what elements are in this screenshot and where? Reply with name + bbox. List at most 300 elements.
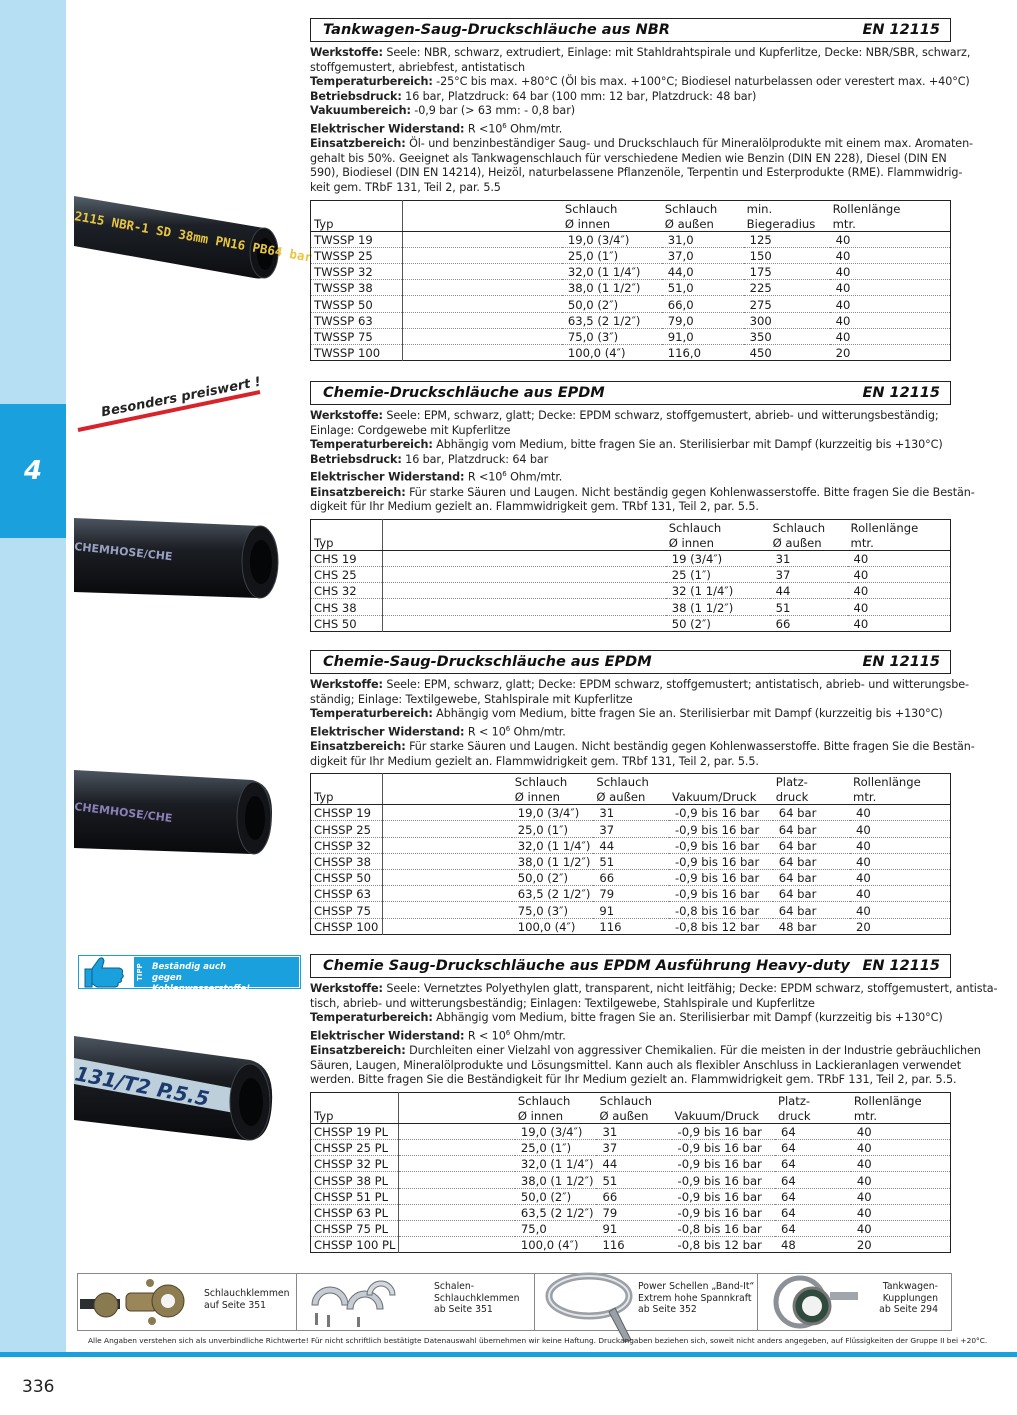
description-text: digkeit für Ihr Medium gezielt an. Flammwidrigkeit gem. TRbf 131, Teil 2, par. 5.5. bbox=[310, 500, 759, 514]
table-cell: 50 (2″) bbox=[671, 616, 711, 631]
column-header: Ø innen bbox=[666, 535, 770, 551]
spec-table bbox=[310, 1092, 951, 1254]
table-cell: 31 bbox=[770, 550, 848, 566]
description-text: -25°C bis max. +80°C (Öl bis max. +100°C; Biodiesel naturbelassen oder verestert max. +40°C) bbox=[432, 75, 970, 89]
table-cell: 40 bbox=[830, 264, 951, 280]
table-cell: 125 bbox=[744, 231, 830, 247]
table-cell: 100,0 (4″) bbox=[520, 1238, 579, 1253]
table-cell: 40 bbox=[830, 328, 951, 344]
hose-image-heavy-duty bbox=[74, 1022, 280, 1146]
ref-text bbox=[638, 1281, 754, 1316]
table-cell: TWSSP 19 bbox=[311, 231, 403, 247]
table-cell: 63,5 (2 1/2″) bbox=[515, 1204, 597, 1220]
description-line bbox=[310, 500, 951, 515]
table-cell: CHSSP 25 PL bbox=[311, 1140, 399, 1156]
table-cell bbox=[399, 1140, 515, 1156]
table-cell: CHSSP 19 PL bbox=[311, 1123, 399, 1139]
column-header: Schlauch bbox=[668, 520, 722, 535]
table-cell: -0,9 bis 16 bar bbox=[669, 853, 773, 869]
table-cell: -0,9 bis 16 bar bbox=[672, 1123, 775, 1139]
description-line bbox=[310, 707, 951, 722]
column-header: Ø innen bbox=[515, 1108, 597, 1124]
table-cell bbox=[382, 853, 511, 869]
table-cell: -0,9 bis 16 bar bbox=[669, 837, 773, 853]
table-cell: 40 bbox=[850, 837, 950, 853]
description-line bbox=[310, 678, 969, 693]
table-cell: 48 bar bbox=[778, 919, 817, 934]
description-text: werden. Bitte fragen Sie die Beständigkeit für Ihr Medium gezielt an. Flammwidrigkeit gem. TRbF 131, Teil 2, par. 5.5. bbox=[310, 1073, 957, 1087]
table-cell bbox=[382, 567, 665, 583]
table-cell: 79 bbox=[596, 1204, 671, 1220]
description-text: 6 bbox=[505, 724, 511, 733]
table-row bbox=[311, 328, 951, 344]
table-cell: 40 bbox=[848, 599, 951, 615]
table-cell bbox=[382, 870, 511, 886]
section-chemie-druck-epdm bbox=[310, 381, 975, 632]
table-cell bbox=[382, 550, 665, 566]
ref-line: auf Seite 351 bbox=[204, 1299, 267, 1311]
description-label: Elektrischer Widerstand: bbox=[310, 471, 465, 485]
description-label: Temperaturbereich: bbox=[310, 1011, 433, 1025]
description-line bbox=[310, 409, 951, 424]
table-cell: -0,9 bis 16 bar bbox=[672, 1172, 775, 1188]
description-text: Säuren, Laugen, Mineralölprodukte und Lösungsmittel. Kann auch als flexibler Anschluss in Lackieranlagen verwendet bbox=[310, 1058, 962, 1072]
tipp-banner bbox=[134, 957, 299, 994]
description-line bbox=[310, 152, 951, 167]
description-label: Werkstoffe: bbox=[310, 409, 383, 422]
description-label: Vakuumbereich: bbox=[310, 104, 411, 118]
table-cell bbox=[402, 280, 561, 296]
description-text: Seele: EPM, schwarz, glatt; Decke: EPDM schwarz, stoffgemustert; antistatisch, abrieb- und witterungsbe- bbox=[382, 678, 969, 691]
table-cell: TWSSP 38 bbox=[311, 280, 403, 296]
table-cell: 91 bbox=[593, 902, 669, 918]
description-text: keit gem. TRbF 131, Teil 2, par. 5.5 bbox=[310, 181, 501, 195]
table-cell: 66 bbox=[593, 870, 669, 886]
column-header: mtr. bbox=[850, 789, 950, 805]
description-label: Temperaturbereich: bbox=[310, 75, 433, 89]
table-cell: CHSSP 63 PL bbox=[311, 1204, 399, 1220]
column-header bbox=[402, 200, 561, 216]
table-cell: CHSSP 100 bbox=[311, 918, 383, 934]
description-line bbox=[310, 485, 975, 501]
tipp-text: Beständig auch gegen Kohlenwasserstoffe! bbox=[152, 962, 251, 994]
description-line bbox=[310, 693, 951, 708]
chapter-sidebar bbox=[0, 0, 66, 1352]
table-cell: 48 bbox=[780, 1238, 796, 1253]
table-cell bbox=[402, 328, 561, 344]
table-cell: 40 bbox=[851, 1204, 951, 1220]
table-cell: 40 bbox=[851, 1123, 951, 1139]
table-row bbox=[311, 1221, 951, 1237]
section-norm: EN 12115 bbox=[862, 385, 940, 401]
band-clamp-icon bbox=[535, 1262, 639, 1342]
section-title-text: Chemie Saug-Druckschläuche aus EPDM Ausführung Heavy-duty bbox=[323, 958, 850, 974]
table-cell: -0,9 bis 16 bar bbox=[669, 805, 773, 821]
table-cell: -0,9 bis 16 bar bbox=[669, 886, 773, 902]
description-text: digkeit für Ihr Medium gezielt an. Flammwidrigkeit gem. TRbf 131, Teil 2, par. 5.5. bbox=[310, 754, 759, 768]
description-text: R <10 bbox=[464, 471, 503, 485]
table-cell: 64 bbox=[775, 1172, 851, 1188]
tipp-box bbox=[78, 955, 301, 994]
table-row bbox=[311, 821, 951, 837]
section-tankwagen-nbr bbox=[310, 18, 973, 361]
table-cell: -0,9 bis 16 bar bbox=[672, 1188, 775, 1204]
table-cell: 50,0 (2″) bbox=[512, 870, 594, 886]
table-cell: 40 bbox=[851, 1140, 951, 1156]
table-cell: CHSSP 38 bbox=[311, 853, 383, 869]
ref-line: Schlauchklemmen bbox=[204, 1288, 290, 1299]
section-title-text: Tankwagen-Saug-Druckschläuche aus NBR bbox=[323, 22, 670, 38]
table-cell: 51 bbox=[593, 853, 669, 869]
table-cell: 75,0 bbox=[515, 1221, 597, 1237]
description-label: Einsatzbereich: bbox=[310, 740, 406, 754]
column-header: Ø außen bbox=[593, 789, 669, 805]
hose-print-4: 131/T2 P.5.5 bbox=[73, 1061, 212, 1111]
section-chemie-saug-druck-epdm bbox=[310, 650, 975, 935]
table-cell: TWSSP 100 bbox=[311, 344, 403, 360]
table-cell: 38,0 (1 1/2″) bbox=[562, 280, 662, 296]
column-header bbox=[402, 216, 561, 232]
table-row bbox=[311, 567, 951, 583]
section-title bbox=[310, 650, 951, 674]
section-title bbox=[310, 18, 951, 42]
table-cell bbox=[402, 344, 561, 360]
column-header bbox=[399, 1108, 515, 1124]
column-header: Platz- bbox=[775, 775, 808, 790]
table-cell: 32 (1 1/4″) bbox=[666, 583, 770, 599]
table-row bbox=[311, 247, 951, 263]
column-header: min. bbox=[746, 201, 773, 216]
description-text: R < 10 bbox=[464, 1029, 506, 1043]
column-header: Typ bbox=[311, 1108, 399, 1124]
table-cell bbox=[382, 805, 511, 821]
table-cell: CHSSP 32 bbox=[311, 837, 383, 853]
description-label: Werkstoffe: bbox=[310, 678, 383, 691]
description-text: 6 bbox=[502, 121, 507, 130]
table-cell: 175 bbox=[744, 264, 830, 280]
description-text: 16 bar, Platzdruck: 64 bar bbox=[401, 452, 549, 466]
table-cell: 19 (3/4″) bbox=[666, 550, 770, 566]
ref-text bbox=[434, 1281, 520, 1316]
description-text: 6 bbox=[502, 470, 507, 479]
table-cell bbox=[382, 918, 511, 934]
table-cell: 20 bbox=[835, 346, 851, 361]
ref-tankwagen-kupplungen[interactable] bbox=[758, 1274, 952, 1330]
column-header bbox=[382, 774, 511, 790]
table-cell: 275 bbox=[744, 296, 830, 312]
table-cell bbox=[382, 599, 665, 615]
column-header: Ø innen bbox=[512, 789, 594, 805]
column-header: mtr. bbox=[851, 1108, 951, 1124]
table-cell: 64 bar bbox=[773, 821, 850, 837]
table-cell: CHSSP 25 bbox=[311, 821, 383, 837]
table-cell: 32,0 (1 1/4″) bbox=[512, 837, 594, 853]
column-header bbox=[669, 774, 773, 790]
table-cell: CHS 50 bbox=[311, 615, 383, 631]
ref-text bbox=[204, 1288, 290, 1311]
table-cell: 40 bbox=[851, 1156, 951, 1172]
table-row bbox=[311, 1123, 951, 1139]
section-title-text: Chemie-Saug-Druckschläuche aus EPDM bbox=[323, 654, 652, 670]
table-cell: 25 (1″) bbox=[666, 567, 770, 583]
ref-schlauchklemmen[interactable] bbox=[78, 1274, 296, 1330]
table-cell: -0,9 bis 16 bar bbox=[672, 1140, 775, 1156]
table-cell: 40 bbox=[848, 583, 951, 599]
table-row bbox=[311, 344, 951, 360]
description-label: Werkstoffe: bbox=[310, 982, 383, 995]
description-text: Abhängig vom Medium, bitte fragen Sie an. Sterilisierbar mit Dampf (kurzzeitig bis +130°C) bbox=[432, 707, 943, 721]
table-cell: -0,8 bis 12 bar bbox=[677, 1238, 762, 1253]
spec-table bbox=[310, 519, 951, 632]
description-label: Elektrischer Widerstand: bbox=[310, 122, 465, 136]
table-cell: 37 bbox=[596, 1140, 671, 1156]
table-cell bbox=[382, 583, 665, 599]
table-row bbox=[311, 296, 951, 312]
table-row bbox=[311, 902, 951, 918]
description-text: Einlage: Cordgewebe mit Kupferlitze bbox=[310, 423, 511, 437]
table-cell: 44 bbox=[770, 583, 848, 599]
table-header-row bbox=[311, 789, 951, 805]
description-line bbox=[310, 166, 963, 181]
table-cell: TWSSP 50 bbox=[311, 296, 403, 312]
ref-line: Schlauchklemmen bbox=[434, 1292, 520, 1304]
table-cell: 100,0 (4″) bbox=[567, 346, 626, 361]
table-cell: -0,8 bis 12 bar bbox=[674, 919, 760, 934]
table-cell: 44 bbox=[593, 837, 669, 853]
table-cell: CHSSP 38 PL bbox=[311, 1172, 399, 1188]
table-cell: 25,0 (1″) bbox=[512, 821, 594, 837]
table-cell: CHS 25 bbox=[311, 567, 383, 583]
hose-print-2: CHEMHOSE/CHE bbox=[73, 540, 174, 564]
chapter-tab[interactable] bbox=[0, 404, 66, 538]
table-row bbox=[311, 1204, 951, 1220]
ref-line: Schalen- bbox=[434, 1281, 475, 1292]
table-row bbox=[311, 550, 951, 566]
description-text: Seele: NBR, schwarz, extrudiert, Einlage: mit Stahldrahtspirale und Kupferlitze, Decke: NBR/SBR, schwarz, bbox=[382, 46, 971, 59]
description-line bbox=[310, 755, 951, 770]
hose-print-3: CHEMHOSE/CHE bbox=[73, 800, 174, 825]
table-header-row bbox=[311, 535, 951, 551]
description-text: Für starke Säuren und Laugen. Nicht beständig gegen Kohlenwasserstoffe. Bitte fragen Sie die Bestän- bbox=[405, 740, 975, 754]
table-cell: 31 bbox=[596, 1123, 671, 1139]
tipp-label: TIPP bbox=[136, 963, 144, 981]
column-header bbox=[399, 1092, 515, 1108]
page-number: 336 bbox=[22, 1377, 55, 1397]
description-label: Betriebsdruck: bbox=[310, 89, 402, 103]
table-cell: 19,0 (3/4″) bbox=[562, 231, 662, 247]
cross-references bbox=[77, 1273, 952, 1331]
section-description bbox=[310, 42, 973, 200]
table-cell: 64 bar bbox=[773, 837, 850, 853]
description-label: Elektrischer Widerstand: bbox=[310, 725, 465, 739]
table-cell bbox=[399, 1237, 515, 1253]
table-cell: 63,5 (2 1/2″) bbox=[562, 312, 662, 328]
table-cell: 350 bbox=[744, 328, 830, 344]
column-header: Typ bbox=[311, 535, 383, 551]
column-header: Schlauch bbox=[772, 520, 826, 535]
hose-image-chssp bbox=[74, 756, 280, 864]
table-cell: CHS 32 bbox=[311, 583, 383, 599]
table-header-row bbox=[311, 1108, 951, 1124]
coupling-icon bbox=[760, 1274, 864, 1330]
description-line bbox=[310, 982, 998, 997]
table-cell: TWSSP 32 bbox=[311, 264, 403, 280]
description-text: Ohm/mtr. bbox=[510, 725, 566, 739]
table-cell: 75,0 (3″) bbox=[562, 328, 662, 344]
bottom-rule bbox=[0, 1352, 1017, 1357]
table-cell bbox=[399, 1172, 515, 1188]
table-cell: 64 bar bbox=[773, 853, 850, 869]
table-cell: CHS 38 bbox=[311, 599, 383, 615]
description-line bbox=[310, 740, 975, 755]
table-cell bbox=[382, 615, 665, 631]
table-cell bbox=[402, 296, 561, 312]
description-text: Seele: EPM, schwarz, glatt; Decke: EPDM schwarz, stoffgemustert, abrieb- und witterungsbeständig; bbox=[382, 409, 939, 422]
table-cell: 91,0 bbox=[662, 328, 744, 344]
table-cell: 40 bbox=[850, 870, 950, 886]
table-cell: 64 bar bbox=[773, 886, 850, 902]
table-row bbox=[311, 853, 951, 869]
column-header: Vakuum/Druck bbox=[669, 789, 773, 805]
table-row bbox=[311, 1140, 951, 1156]
column-header: druck bbox=[773, 789, 850, 805]
column-header: Schlauch bbox=[514, 775, 568, 790]
description-line bbox=[310, 722, 951, 740]
description-text: Öl- und benzinbeständiger Saug- und Druckschlauch für Mineralölprodukte mit einem max. Aromaten- bbox=[405, 137, 973, 151]
table-cell: 20 bbox=[856, 919, 871, 934]
column-header: Schlauch bbox=[564, 201, 618, 216]
table-cell: CHSSP 19 bbox=[311, 805, 383, 821]
shell-clamp-icon bbox=[307, 1275, 427, 1329]
ref-power-schellen[interactable] bbox=[535, 1274, 757, 1330]
description-text: stoffgemustert, abriebfest, antistatisch bbox=[310, 60, 525, 74]
description-text: R < 10 bbox=[464, 725, 506, 739]
table-cell: 75,0 (3″) bbox=[512, 902, 594, 918]
table-cell: CHSSP 63 bbox=[311, 886, 383, 902]
description-label: Betriebsdruck: bbox=[310, 452, 402, 466]
table-cell: CHSSP 50 bbox=[311, 870, 383, 886]
table-cell: 300 bbox=[744, 312, 830, 328]
disclaimer: Alle Angaben verstehen sich als unverbindliche Richtwerte! Für nicht schriftlich bestätigte Datenauswahl übernehmen wir keine Haftung. Druckangaben beziehen sich, soweit nicht anders angegeben, auf Flüssigkeiten der Gruppe II bei +20°C. bbox=[88, 1336, 988, 1345]
table-cell: CHSSP 32 PL bbox=[311, 1156, 399, 1172]
table-cell: 66,0 bbox=[662, 296, 744, 312]
table-row bbox=[311, 918, 951, 934]
column-header: Biegeradius bbox=[744, 216, 830, 232]
column-header: Schlauch bbox=[596, 775, 649, 790]
column-header: Vakuum/Druck bbox=[672, 1108, 775, 1124]
column-header: Typ bbox=[311, 789, 383, 805]
table-row bbox=[311, 312, 951, 328]
table-cell: 40 bbox=[830, 231, 951, 247]
description-line bbox=[310, 1011, 951, 1026]
description-label: Temperaturbereich: bbox=[310, 438, 433, 452]
column-header: Platz- bbox=[777, 1093, 811, 1108]
table-cell: 66 bbox=[596, 1188, 671, 1204]
section-norm: EN 12115 bbox=[862, 958, 940, 974]
table-cell: 38,0 (1 1/2″) bbox=[515, 1172, 597, 1188]
description-text: tisch, abrieb- und witterungsbeständig; Einlagen: Textilgewebe, Stahlspirale und Kupferlitze bbox=[310, 996, 815, 1010]
table-cell: 64 bar bbox=[773, 805, 850, 821]
description-line bbox=[310, 61, 951, 76]
ref-schalen-schlauchklemmen[interactable] bbox=[297, 1274, 534, 1330]
table-header-row bbox=[311, 1092, 951, 1108]
table-cell bbox=[382, 821, 511, 837]
ref-line: ab Seite 351 bbox=[434, 1304, 493, 1315]
section-description bbox=[310, 405, 975, 519]
table-cell: 64 bbox=[775, 1123, 851, 1139]
section-heavy-duty bbox=[310, 954, 998, 1253]
table-cell: CHSSP 100 PL bbox=[311, 1237, 399, 1253]
table-row bbox=[311, 886, 951, 902]
description-label: Einsatzbereich: bbox=[310, 1044, 406, 1058]
table-cell: 25,0 (1″) bbox=[562, 247, 662, 263]
description-line bbox=[310, 1044, 981, 1059]
column-header bbox=[382, 535, 665, 551]
table-cell: 37 bbox=[770, 567, 848, 583]
description-line bbox=[310, 75, 970, 90]
section-title bbox=[310, 954, 951, 978]
description-text: ständig; Einlage: Textilgewebe, Stahlspirale mit Kupferlitze bbox=[310, 692, 633, 706]
table-cell bbox=[382, 902, 511, 918]
table-cell bbox=[399, 1221, 515, 1237]
description-text: Durchleiten einer Vielzahl von aggressiver Chemikalien. Für die meisten in der Industrie gebräuchlichen bbox=[405, 1044, 981, 1058]
table-cell bbox=[399, 1188, 515, 1204]
table-cell: 40 bbox=[850, 805, 950, 821]
table-cell: CHSSP 75 PL bbox=[311, 1221, 399, 1237]
table-cell: 50,0 (2″) bbox=[562, 296, 662, 312]
ref-line: Power Schellen „Band-It“ bbox=[638, 1281, 755, 1292]
description-text: Abhängig vom Medium, bitte fragen Sie an. Sterilisierbar mit Dampf (kurzzeitig bis +130°C) bbox=[432, 1011, 943, 1025]
description-text: 16 bar, Platzdruck: 64 bar (100 mm: 12 bar, Platzdruck: 48 bar) bbox=[401, 89, 757, 103]
table-cell: 25,0 (1″) bbox=[515, 1140, 597, 1156]
column-header bbox=[672, 1092, 775, 1108]
thumbs-up-icon bbox=[81, 956, 133, 988]
description-text: 590), Biodiesel (DIN EN 14214), Heizöl, naturbelassene Pflanzenöle, Terpentin und Esterprodukte (RME). Flammwidrig- bbox=[310, 166, 963, 180]
spec-table bbox=[310, 773, 951, 935]
table-cell: 66 bbox=[775, 616, 791, 631]
table-cell bbox=[399, 1123, 515, 1139]
table-cell: TWSSP 63 bbox=[311, 312, 403, 328]
table-cell: CHSSP 51 PL bbox=[311, 1188, 399, 1204]
table-cell: 40 bbox=[850, 821, 950, 837]
promo-badge bbox=[74, 374, 264, 434]
table-cell: 20 bbox=[856, 1238, 872, 1253]
column-header: mtr. bbox=[848, 535, 951, 551]
description-line bbox=[310, 453, 951, 468]
table-cell: 38 (1 1/2″) bbox=[666, 599, 770, 615]
description-text: Abhängig vom Medium, bitte fragen Sie an. Sterilisierbar mit Dampf (kurzzeitig bis +130°C) bbox=[432, 438, 943, 452]
table-row bbox=[311, 1188, 951, 1204]
ref-line: Kupplungen bbox=[882, 1292, 938, 1304]
description-line bbox=[310, 438, 951, 453]
hose-clamp-icon bbox=[80, 1275, 200, 1329]
table-cell: -0,9 bis 16 bar bbox=[669, 821, 773, 837]
table-cell: 116,0 bbox=[667, 346, 701, 361]
column-header: Rollenlänge bbox=[850, 520, 919, 535]
ref-line: Extrem hohe Spannkraft bbox=[638, 1292, 752, 1304]
table-cell: 40 bbox=[848, 550, 951, 566]
table-cell: TWSSP 75 bbox=[311, 328, 403, 344]
table-cell: 40 bbox=[848, 567, 951, 583]
table-cell: 64 bbox=[775, 1204, 851, 1220]
table-cell: 32,0 (1 1/4″) bbox=[515, 1156, 597, 1172]
table-cell: 64 bbox=[775, 1140, 851, 1156]
table-cell: 40 bbox=[830, 247, 951, 263]
table-row bbox=[311, 264, 951, 280]
column-header bbox=[311, 774, 383, 790]
column-header: Ø außen bbox=[662, 216, 744, 232]
table-cell bbox=[399, 1204, 515, 1220]
